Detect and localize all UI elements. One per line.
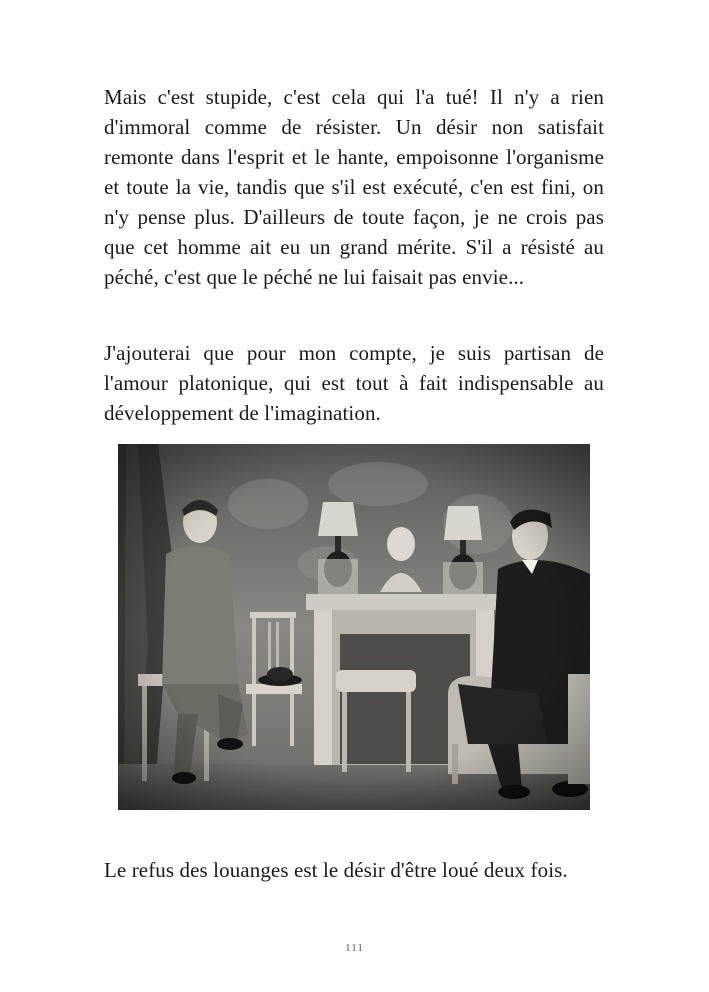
- paragraph-2: J'ajouterai que pour mon compte, je suis partisan de l'amour platonique, qui est tout à fait indispensable au développement de l'imagination.: [104, 341, 604, 425]
- paragraph-3: Le refus des louanges est le désir d'être loué deux fois.: [104, 858, 568, 882]
- paragraph-1: Mais c'est stupide, c'est cela qui l'a tué! Il n'y a rien d'immoral comme de résister. Un désir non satisfait remonte dans l'esprit et le hante, empoisonne l'organisme et toute la vie, tandis que s'il est exécuté, c'en est fini, on n'y pense plus. D'ailleurs de toute façon, je ne crois pas que cet homme ait eu un grand mérite. S'il a résisté au péché, c'est que le péché ne lui faisait pas envie...: [104, 85, 604, 289]
- theatre-scene-photo: [118, 444, 590, 810]
- page-number: 111: [345, 942, 364, 954]
